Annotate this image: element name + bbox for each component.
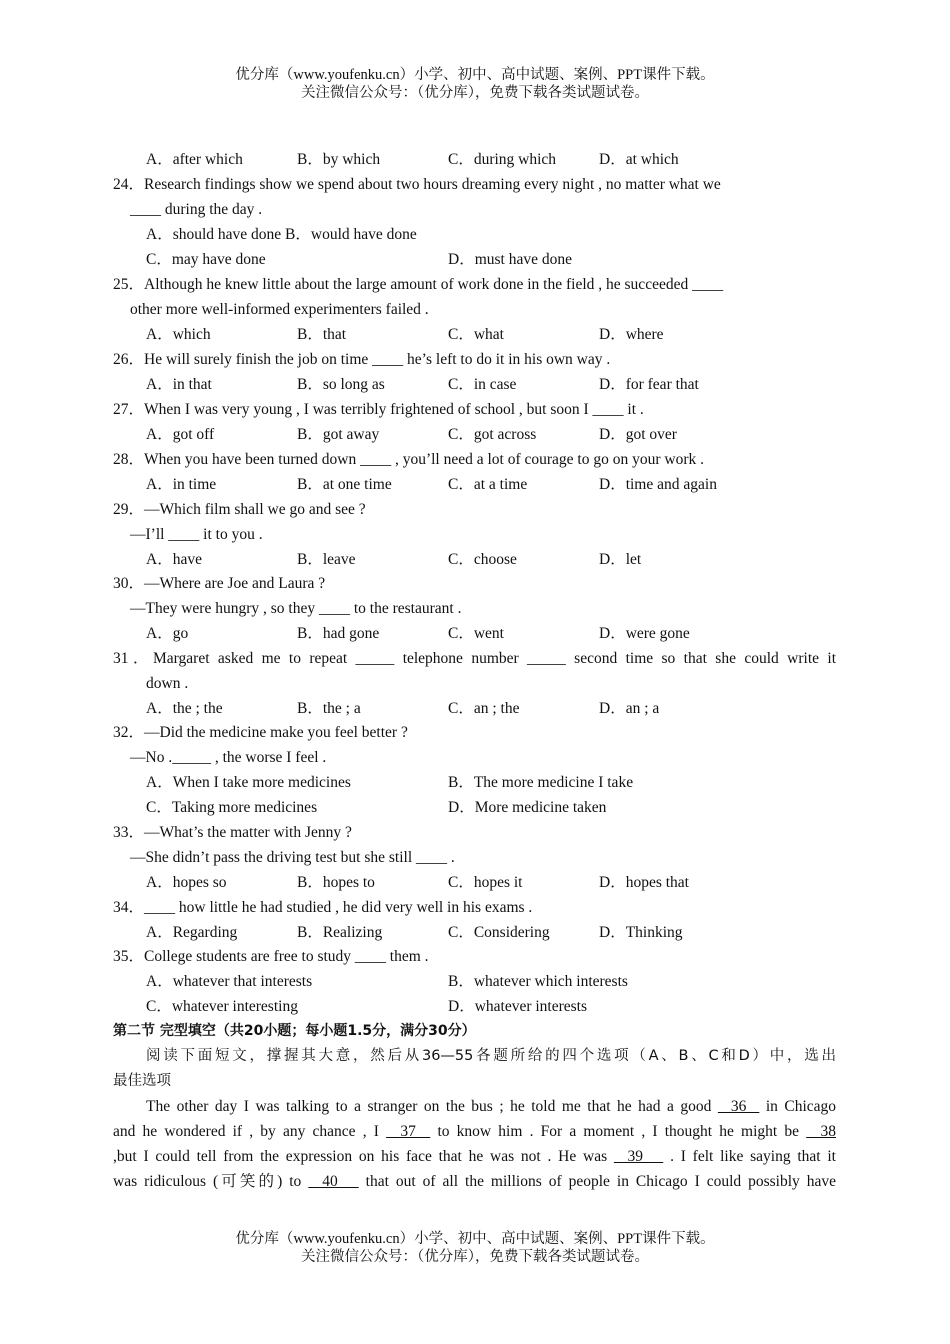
q33-stem: 33．—What’s the matter with Jenny ? xyxy=(113,824,352,841)
q29-option-a: A．have xyxy=(146,551,202,568)
q35-option-c: C．whatever interesting xyxy=(146,998,298,1015)
q27-option-c: C．got across xyxy=(448,426,537,443)
q31-option-b: B．the ; a xyxy=(297,700,361,717)
q24-option-ab: A．should have done B．would have done xyxy=(146,226,417,243)
q32-option-a: A．When I take more medicines xyxy=(146,774,351,791)
q31-option-a: A．the ; the xyxy=(146,700,223,717)
q34-stem: 34．____ how little he had studied , he did very well in his exams . xyxy=(113,899,533,916)
q28-option-d: D．time and again xyxy=(599,476,717,493)
q26-option-c: C．in case xyxy=(448,376,517,393)
q31-option-d: D．an ; a xyxy=(599,700,660,717)
q23-option-c: C．during which xyxy=(448,151,557,168)
q33-option-b: B．hopes to xyxy=(297,874,375,891)
blank-40: 40 xyxy=(308,1173,359,1190)
q28-stem: 28．When you have been turned down ____ , you’ll need a lot of courage to go on your work . xyxy=(113,451,705,468)
q29-option-c: C．choose xyxy=(448,551,517,568)
q32-stem-cont: —No ._____ , the worse I feel . xyxy=(130,749,327,766)
q30-option-c: C．went xyxy=(448,625,504,642)
q31-option-c: C．an ; the xyxy=(448,700,520,717)
q26-stem: 26．He will surely finish the job on time ____ he’s left to do it in his own way . xyxy=(113,351,611,368)
q28-option-b: B．at one time xyxy=(297,476,392,493)
q28-option-a: A．in time xyxy=(146,476,217,493)
q24-stem-cont: ____ during the day . xyxy=(130,201,263,218)
q24-option-c: C．may have done xyxy=(146,251,266,268)
q23-option-a: A．after which xyxy=(146,151,243,168)
q29-option-d: D．let xyxy=(599,551,642,568)
q32-option-d: D．More medicine taken xyxy=(448,799,607,816)
q25-stem: 25．Although he knew little about the large amount of work done in the field , he succeeded ____ xyxy=(113,276,724,293)
q34-option-c: C．Considering xyxy=(448,924,550,941)
q28-option-c: C．at a time xyxy=(448,476,528,493)
q27-option-d: D．got over xyxy=(599,426,677,443)
passage-line-3: ,but I could tell from the expression on his face that he was not . He was 39 . I felt like saying that it xyxy=(113,1148,836,1165)
q32-option-c: C．Taking more medicines xyxy=(146,799,318,816)
q26-option-d: D．for fear that xyxy=(599,376,699,393)
q34-option-b: B．Realizing xyxy=(297,924,383,941)
q35-stem: 35．College students are free to study ____ them . xyxy=(113,948,429,965)
q24-stem: 24．Research findings show we spend about two hours dreaming every night , no matter what we xyxy=(113,176,721,193)
q31-stem-cont: down . xyxy=(146,675,189,692)
page-header xyxy=(0,66,950,102)
blank-39: 39 xyxy=(613,1148,664,1165)
section-2-heading: 第二节 完型填空（共20小题；每小题1.5分，满分30分） xyxy=(113,1023,476,1039)
q30-stem-cont: —They were hungry , so they ____ to the restaurant . xyxy=(130,600,462,617)
q26-option-b: B．so long as xyxy=(297,376,385,393)
q29-stem: 29．—Which film shall we go and see ? xyxy=(113,501,366,518)
q32-option-b: B．The more medicine I take xyxy=(448,774,634,791)
blank-38: 38 xyxy=(806,1123,837,1140)
q35-option-b: B．whatever which interests xyxy=(448,973,628,990)
q23-option-b: B．by which xyxy=(297,151,381,168)
q25-option-b: B．that xyxy=(297,326,347,343)
passage-line-4: was ridiculous (可笑的) to 40 that out of all the millions of people in Chicago I could possibly have xyxy=(113,1173,837,1190)
q35-option-a: A．whatever that interests xyxy=(146,973,313,990)
q27-stem: 27．When I was very young , I was terribly frightened of school , but soon I ____ it . xyxy=(113,401,644,418)
footer-line-1: 优分库（www.youfenku.cn）小学、初中、高中试题、案例、PPT课件下载。 xyxy=(235,1231,715,1247)
q25-option-a: A．which xyxy=(146,326,211,343)
header-line-2: 关注微信公众号：（优分库），免费下载各类试题试卷。 xyxy=(301,85,649,101)
q33-option-a: A．hopes so xyxy=(146,874,227,891)
q27-option-a: A．got off xyxy=(146,426,215,443)
q33-option-d: D．hopes that xyxy=(599,874,689,891)
q27-option-b: B．got away xyxy=(297,426,380,443)
q30-option-a: A．go xyxy=(146,625,189,642)
page-footer xyxy=(0,1230,950,1266)
q32-stem: 32．—Did the medicine make you feel better ? xyxy=(113,724,408,741)
section-2-instructions: 阅读下面短文，撑握其大意，然后从36—55各题所给的四个选项（A、B、C和D）中，选出 xyxy=(146,1048,836,1064)
passage-line-2: and he wondered if , by any chance , I 37 to know him . For a moment , I thought he might be 38 xyxy=(113,1123,837,1140)
q23-option-d: D．at which xyxy=(599,151,679,168)
q34-option-a: A．Regarding xyxy=(146,924,238,941)
passage-line-1: The other day I was talking to a stranger on the bus ; he told me that he had a good 36 in Chicago xyxy=(146,1098,837,1115)
q35-option-d: D．whatever interests xyxy=(448,998,588,1015)
q25-stem-cont: other more well-informed experimenters failed . xyxy=(130,301,429,318)
footer-line-2: 关注微信公众号：（优分库），免费下载各类试题试卷。 xyxy=(301,1249,649,1265)
q25-option-c: C．what xyxy=(448,326,504,343)
section-2-instructions-cont: 最佳选项 xyxy=(113,1073,171,1089)
q29-stem-cont: —I’ll ____ it to you . xyxy=(130,526,263,543)
q31-stem: 31．Margaret asked me to repeat _____ telephone number _____ second time so that she could write it xyxy=(113,650,836,667)
q30-option-d: D．were gone xyxy=(599,625,690,642)
blank-36: 36 xyxy=(717,1098,760,1115)
q30-stem: 30．—Where are Joe and Laura ? xyxy=(113,575,326,592)
q30-option-b: B．had gone xyxy=(297,625,380,642)
q25-option-d: D．where xyxy=(599,326,664,343)
q34-option-d: D．Thinking xyxy=(599,924,683,941)
header-line-1: 优分库（www.youfenku.cn）小学、初中、高中试题、案例、PPT课件下载。 xyxy=(235,67,715,83)
q33-stem-cont: —She didn’t pass the driving test but she still ____ . xyxy=(130,849,455,866)
q33-option-c: C．hopes it xyxy=(448,874,523,891)
q26-option-a: A．in that xyxy=(146,376,212,393)
q24-option-d: D．must have done xyxy=(448,251,572,268)
q29-option-b: B．leave xyxy=(297,551,356,568)
blank-37: 37 xyxy=(386,1123,431,1140)
